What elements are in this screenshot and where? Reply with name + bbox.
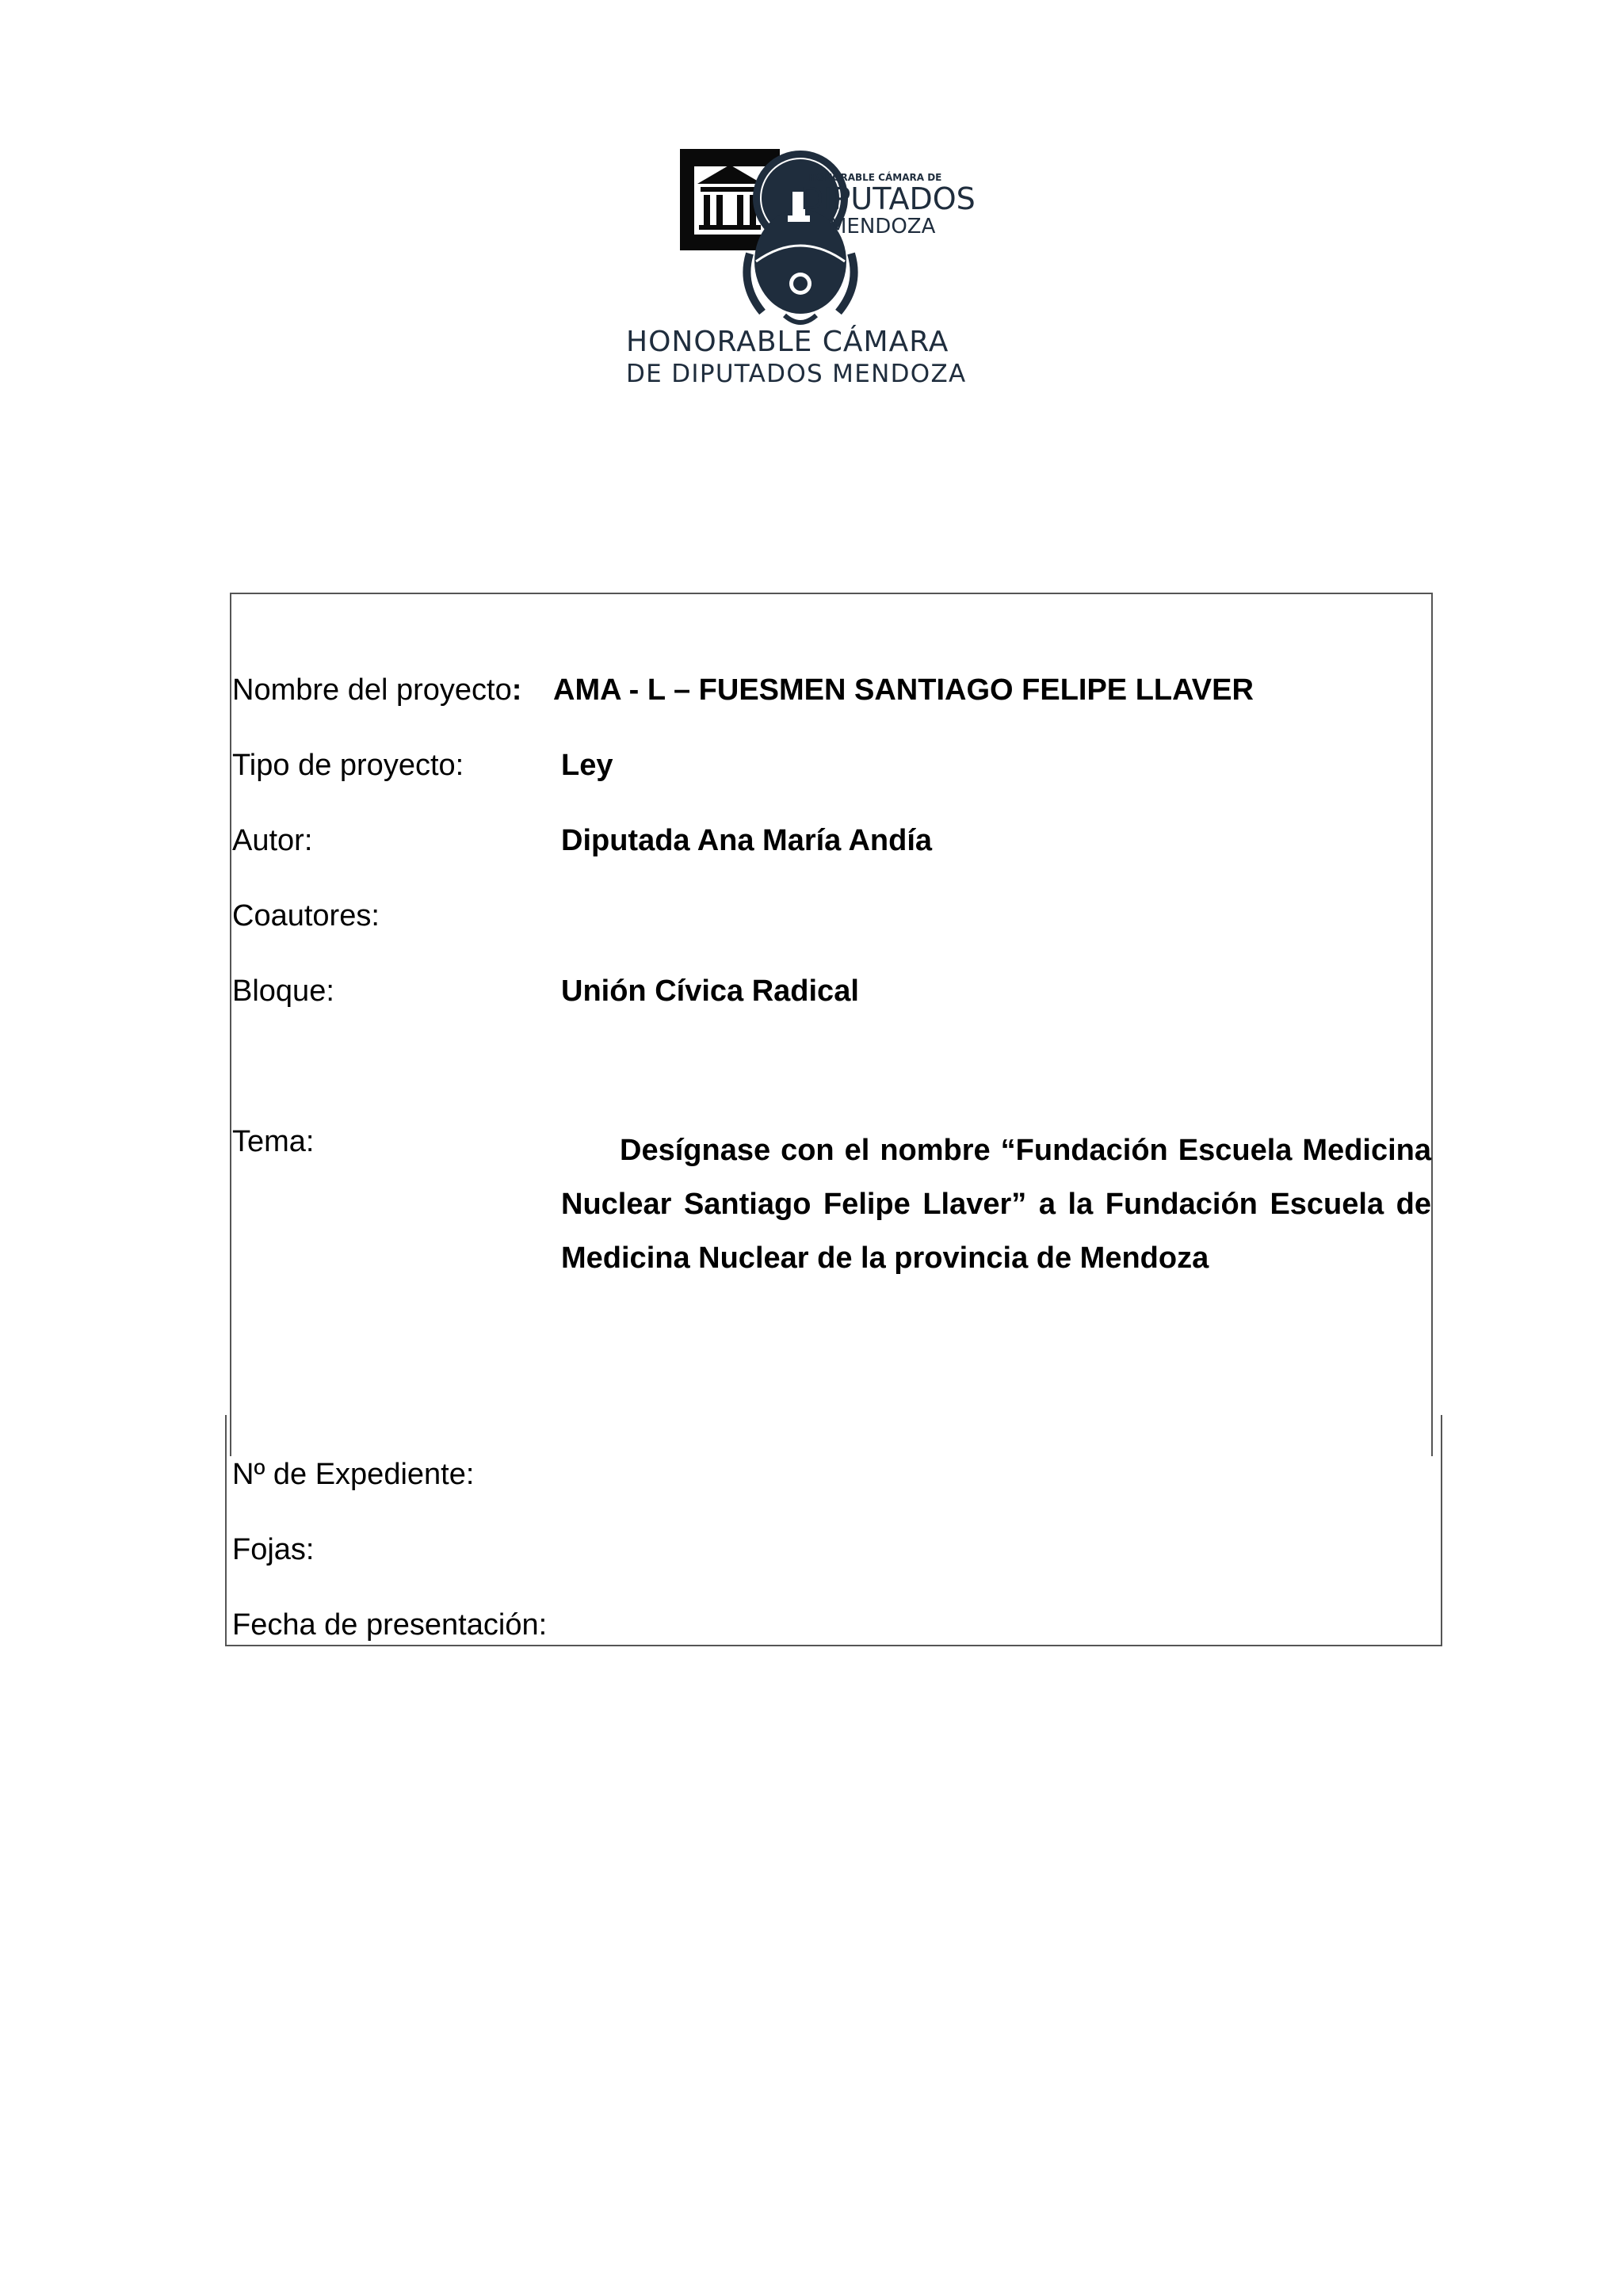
field-nombre bbox=[232, 672, 1254, 708]
field-coautores-label: Coautores: bbox=[232, 899, 380, 933]
emblem-text-big: DIPUTADOS bbox=[800, 181, 976, 216]
field-tipo bbox=[232, 747, 613, 784]
field-coautores bbox=[232, 898, 380, 934]
field-fecha-label: Fecha de presentación: bbox=[232, 1608, 548, 1642]
field-nombre-colon: : bbox=[511, 673, 522, 707]
logo-caption-line2: DE DIPUTADOS MENDOZA bbox=[626, 360, 967, 388]
field-nombre-value: AMA - L – FUESMEN SANTIAGO FELIPE LLAVER bbox=[553, 673, 1254, 707]
field-fojas bbox=[232, 1531, 314, 1568]
field-tipo-label: Tipo de proyecto: bbox=[232, 749, 464, 782]
field-autor-value: Diputada Ana María Andía bbox=[561, 824, 933, 857]
project-info-box bbox=[230, 593, 1433, 1456]
field-fecha bbox=[232, 1607, 547, 1643]
emblem-text-sub: MENDOZA bbox=[829, 215, 936, 238]
field-autor-label: Autor: bbox=[232, 824, 313, 857]
logo-caption-line1: HONORABLE CÁMARA bbox=[626, 326, 949, 358]
field-bloque-value: Unión Cívica Radical bbox=[561, 974, 859, 1008]
emblem-text-small: HONORABLE CÁMARA DE bbox=[808, 172, 942, 183]
field-expediente-label: Nº de Expediente: bbox=[232, 1458, 475, 1491]
field-tema bbox=[232, 1123, 314, 1160]
field-autor bbox=[232, 822, 933, 859]
field-tema-value: Desígnase con el nombre “Fundación Escuela Medicina Nuclear Santiago Felipe Llaver” a la Fundación Escuela de Medicina Nuclear de la provincia de Mendoza bbox=[561, 1134, 1431, 1275]
field-tema-label: Tema: bbox=[232, 1125, 315, 1158]
field-nombre-label: Nombre del proyecto bbox=[232, 673, 512, 707]
chamber-emblem-icon bbox=[674, 143, 1006, 325]
field-fojas-label: Fojas: bbox=[232, 1533, 315, 1566]
field-bloque-label: Bloque: bbox=[232, 974, 334, 1008]
field-tipo-value: Ley bbox=[561, 749, 613, 782]
field-expediente bbox=[232, 1456, 474, 1493]
logo-caption bbox=[626, 326, 975, 390]
field-bloque bbox=[232, 973, 859, 1009]
